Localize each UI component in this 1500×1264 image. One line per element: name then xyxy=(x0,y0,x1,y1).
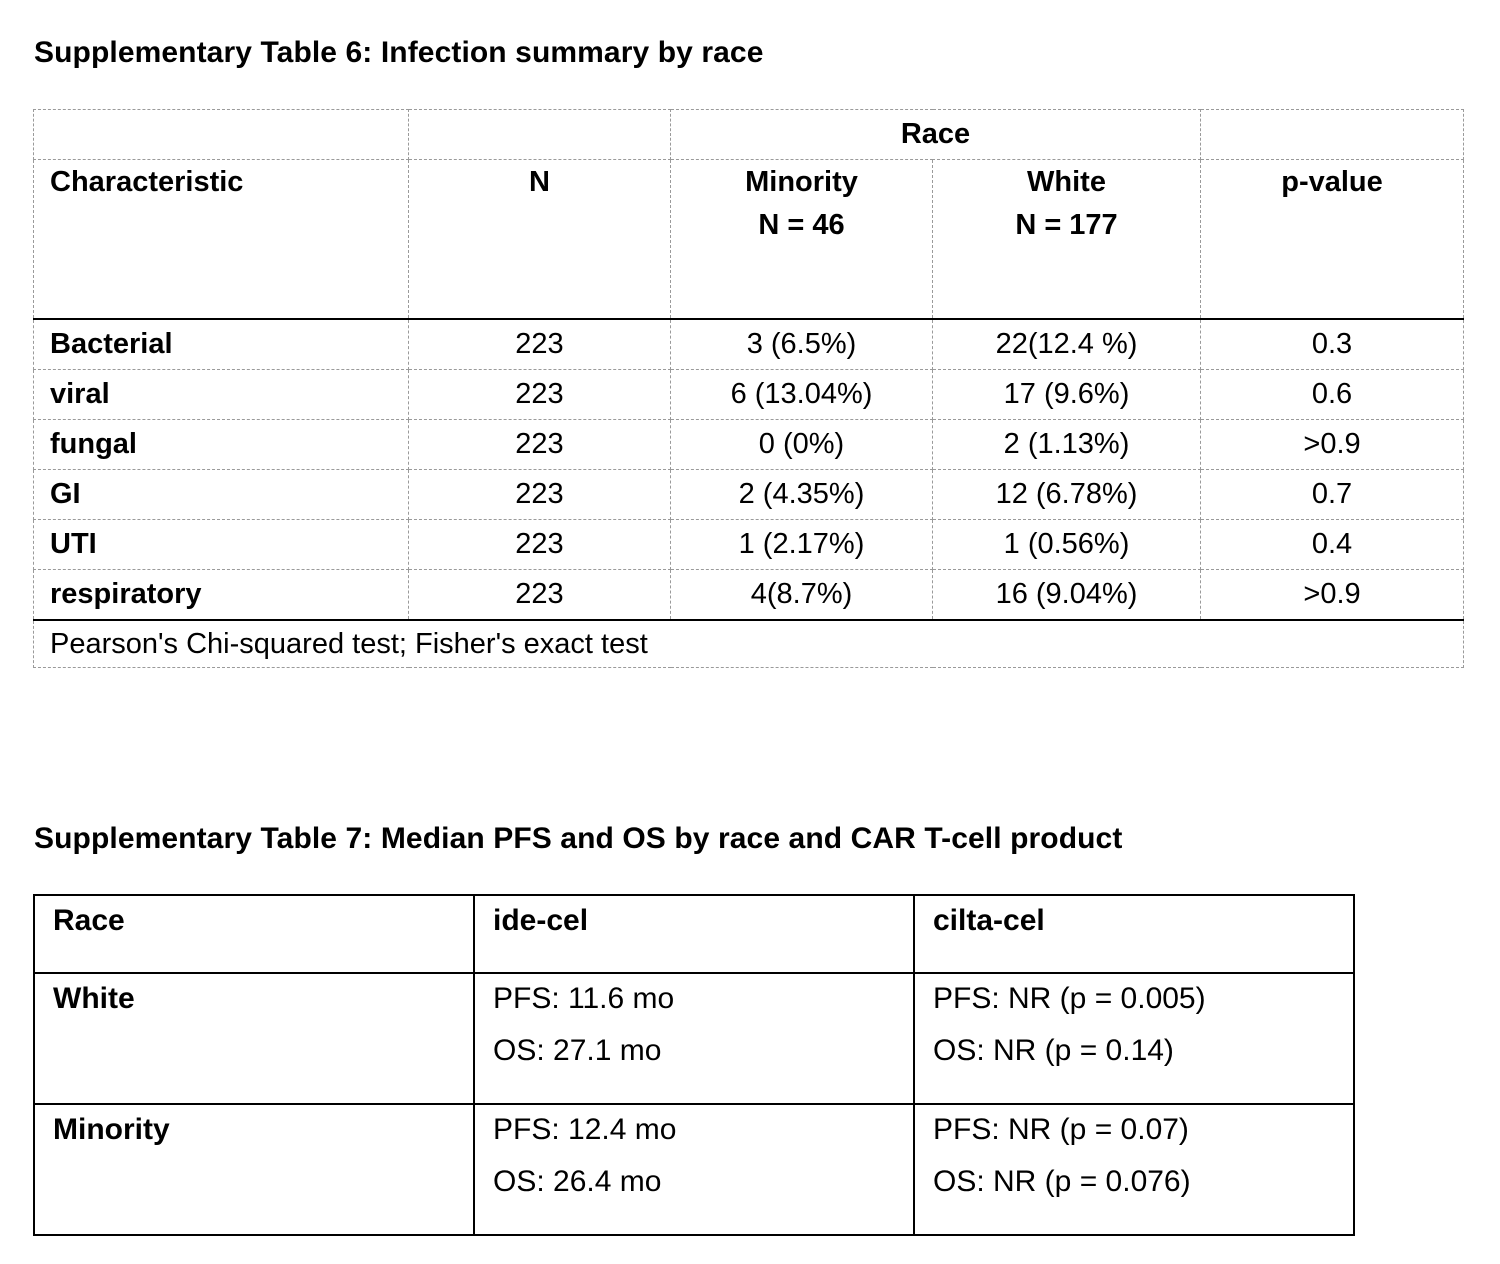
table6-title: Supplementary Table 6: Infection summary by race xyxy=(34,36,764,69)
cell-n: 223 xyxy=(409,520,671,570)
cell-minority: 2 (4.35%) xyxy=(671,470,933,520)
cell-n: 223 xyxy=(409,370,671,420)
cell-n: 223 xyxy=(409,420,671,470)
cilta-cel-os: OS: NR (p = 0.076) xyxy=(933,1165,1191,1198)
table6-blank-cell xyxy=(409,110,671,160)
cell-minority: 0 (0%) xyxy=(671,420,933,470)
table6-blank-cell xyxy=(34,110,409,160)
header-ide-cel: ide-cel xyxy=(474,895,914,973)
cell-pvalue: >0.9 xyxy=(1201,420,1464,470)
table-row xyxy=(34,973,1354,1104)
row-label: GI xyxy=(34,470,409,520)
cell-pvalue: >0.9 xyxy=(1201,570,1464,621)
ide-cel-pfs: PFS: 11.6 mo xyxy=(493,982,675,1015)
cell-white: 17 (9.6%) xyxy=(933,370,1201,420)
cell-minority: 6 (13.04%) xyxy=(671,370,933,420)
cell-white: 12 (6.78%) xyxy=(933,470,1201,520)
ide-cel-os: OS: 26.4 mo xyxy=(493,1165,662,1198)
cell-n: 223 xyxy=(409,570,671,621)
cilta-cel-cell xyxy=(914,973,1354,1104)
cilta-cel-pfs: PFS: NR (p = 0.005) xyxy=(933,982,1206,1015)
ide-cel-pfs: PFS: 12.4 mo xyxy=(493,1113,677,1146)
cell-pvalue: 0.7 xyxy=(1201,470,1464,520)
header-white-label: White xyxy=(1027,166,1106,198)
cell-pvalue: 0.4 xyxy=(1201,520,1464,570)
table-row xyxy=(34,1104,1354,1235)
header-cilta-cel: cilta-cel xyxy=(914,895,1354,973)
cell-white: 22(12.4 %) xyxy=(933,319,1201,370)
cell-minority: 1 (2.17%) xyxy=(671,520,933,570)
table-row xyxy=(34,470,1464,520)
row-label: fungal xyxy=(34,420,409,470)
row-label: viral xyxy=(34,370,409,420)
row-label: respiratory xyxy=(34,570,409,621)
row-race-label: White xyxy=(34,973,474,1104)
cilta-cel-os: OS: NR (p = 0.14) xyxy=(933,1034,1174,1067)
cell-pvalue: 0.3 xyxy=(1201,319,1464,370)
cell-n: 223 xyxy=(409,470,671,520)
table7-header-row xyxy=(34,895,1354,973)
row-label: Bacterial xyxy=(34,319,409,370)
header-minority xyxy=(671,160,933,320)
cell-n: 223 xyxy=(409,319,671,370)
cell-minority: 4(8.7%) xyxy=(671,570,933,621)
table6-footnote: Pearson's Chi-squared test; Fisher's exact test xyxy=(34,620,1464,668)
infection-summary-table xyxy=(33,109,1464,668)
header-white xyxy=(933,160,1201,320)
table6-footnote-row xyxy=(34,620,1464,668)
ide-cel-cell xyxy=(474,973,914,1104)
header-pvalue: p-value xyxy=(1201,160,1464,320)
header-white-n: N = 177 xyxy=(1015,209,1118,241)
table6-column-header-row xyxy=(34,160,1464,320)
header-race: Race xyxy=(34,895,474,973)
ide-cel-os: OS: 27.1 mo xyxy=(493,1034,662,1067)
header-n: N xyxy=(409,160,671,320)
cell-minority: 3 (6.5%) xyxy=(671,319,933,370)
median-pfs-os-table xyxy=(33,894,1355,1236)
header-characteristic: Characteristic xyxy=(34,160,409,320)
table-row xyxy=(34,520,1464,570)
row-race-label: Minority xyxy=(34,1104,474,1235)
table-row xyxy=(34,570,1464,621)
cell-white: 1 (0.56%) xyxy=(933,520,1201,570)
cell-white: 16 (9.04%) xyxy=(933,570,1201,621)
cell-pvalue: 0.6 xyxy=(1201,370,1464,420)
table-row xyxy=(34,370,1464,420)
table6-blank-cell xyxy=(1201,110,1464,160)
cilta-cel-pfs: PFS: NR (p = 0.07) xyxy=(933,1113,1189,1146)
ide-cel-cell xyxy=(474,1104,914,1235)
header-minority-label: Minority xyxy=(745,166,858,198)
header-minority-n: N = 46 xyxy=(758,209,845,241)
race-group-header: Race xyxy=(671,110,1201,160)
table-row xyxy=(34,420,1464,470)
table6-group-header-row xyxy=(34,110,1464,160)
table-row xyxy=(34,319,1464,370)
table7-title: Supplementary Table 7: Median PFS and OS by race and CAR T-cell product xyxy=(34,822,1123,855)
cell-white: 2 (1.13%) xyxy=(933,420,1201,470)
row-label: UTI xyxy=(34,520,409,570)
cilta-cel-cell xyxy=(914,1104,1354,1235)
